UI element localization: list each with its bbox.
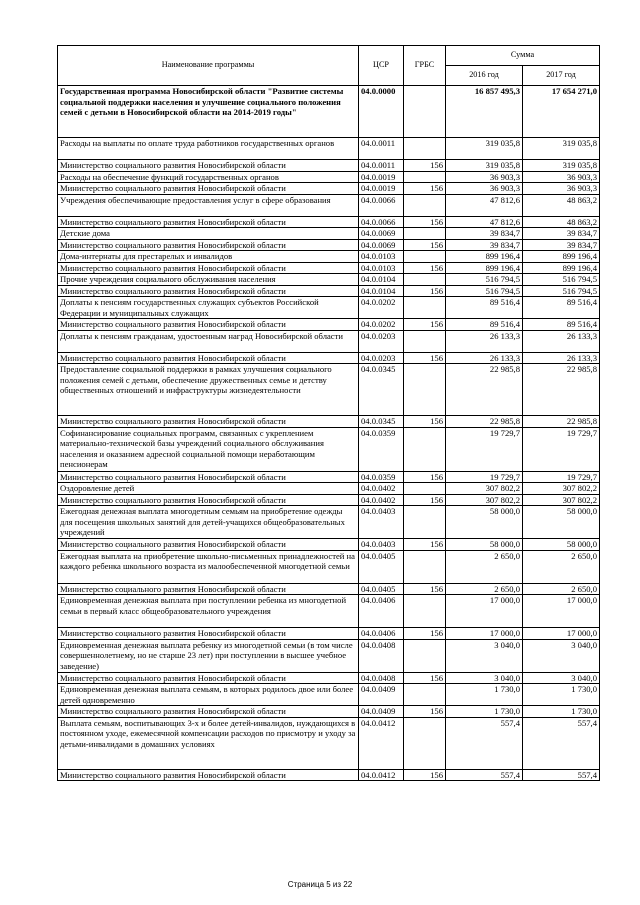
csr-code-cell: 04.0.0000: [359, 86, 404, 138]
sum-2017-cell: 36 903,3: [523, 171, 600, 183]
table-row: [58, 239, 600, 251]
program-name-cell: Прочие учреждения социального обслуживания населения: [58, 274, 359, 286]
grbs-code-cell: [404, 684, 446, 706]
header-grbs: ГРБС: [404, 46, 446, 86]
sum-2016-cell: 17 000,0: [446, 628, 523, 640]
header-year-2016: 2016 год: [446, 66, 523, 86]
table-row: [58, 427, 600, 471]
program-name-cell: Учреждения обеспечивающие предоставления услуг в сфере образования: [58, 194, 359, 216]
table-row: [58, 769, 600, 781]
csr-code-cell: 04.0.0359: [359, 427, 404, 471]
table-row: [58, 138, 600, 160]
grbs-code-cell: 156: [404, 262, 446, 274]
grbs-code-cell: [404, 138, 446, 160]
sum-2017-cell: 19 729,7: [523, 471, 600, 483]
grbs-code-cell: [404, 717, 446, 769]
csr-code-cell: 04.0.0069: [359, 239, 404, 251]
sum-2016-cell: 516 794,5: [446, 285, 523, 297]
sum-2017-cell: 48 863,2: [523, 216, 600, 228]
sum-2017-cell: 39 834,7: [523, 228, 600, 240]
program-name-cell: Единовременная денежная выплата при поступлении ребенка из многодетной семьи в первый класс общеобразовательного учреждения: [58, 595, 359, 628]
table-row: [58, 352, 600, 364]
grbs-code-cell: [404, 86, 446, 138]
grbs-code-cell: 156: [404, 583, 446, 595]
sum-2017-cell: 58 000,0: [523, 539, 600, 551]
program-name-cell: Единовременная денежная выплата ребенку из многодетной семьи (в том числе совершеннолетнему, но не старше 23 лет) при поступлении в высшее учебное заведение): [58, 639, 359, 672]
program-name-cell: Министерство социального развития Новосибирской области: [58, 706, 359, 718]
sum-2017-cell: 17 000,0: [523, 628, 600, 640]
grbs-code-cell: 156: [404, 352, 446, 364]
csr-code-cell: 04.0.0019: [359, 171, 404, 183]
program-name-cell: Софинансирование социальных программ, связанных с укреплением материально-технической базы учреждений социального обслуживания населения и оказанием адресной социальной помощи неработающим пенсионерам: [58, 427, 359, 471]
sum-2016-cell: 58 000,0: [446, 506, 523, 539]
sum-2017-cell: 307 802,2: [523, 494, 600, 506]
table-row: [58, 228, 600, 240]
table-body: [58, 86, 600, 781]
csr-code-cell: 04.0.0203: [359, 330, 404, 352]
csr-code-cell: 04.0.0104: [359, 285, 404, 297]
csr-code-cell: 04.0.0066: [359, 216, 404, 228]
table-row: [58, 483, 600, 495]
table-row: [58, 684, 600, 706]
csr-code-cell: 04.0.0011: [359, 160, 404, 172]
sum-2017-cell: 319 035,8: [523, 160, 600, 172]
grbs-code-cell: [404, 251, 446, 263]
sum-2017-cell: 516 794,5: [523, 285, 600, 297]
program-name-cell: Министерство социального развития Новосибирской области: [58, 583, 359, 595]
sum-2017-cell: 26 133,3: [523, 330, 600, 352]
sum-2016-cell: 3 040,0: [446, 672, 523, 684]
program-name-cell: Расходы на обеспечение функций государственных органов: [58, 171, 359, 183]
table-row: [58, 183, 600, 195]
sum-2016-cell: 26 133,3: [446, 352, 523, 364]
grbs-code-cell: [404, 483, 446, 495]
program-name-cell: Министерство социального развития Новосибирской области: [58, 319, 359, 331]
table-row: [58, 595, 600, 628]
csr-code-cell: 04.0.0408: [359, 672, 404, 684]
program-name-cell: Министерство социального развития Новосибирской области: [58, 769, 359, 781]
sum-2016-cell: 307 802,2: [446, 494, 523, 506]
program-name-cell: Министерство социального развития Новосибирской области: [58, 352, 359, 364]
table-row: [58, 717, 600, 769]
csr-code-cell: 04.0.0345: [359, 416, 404, 428]
sum-2016-cell: 47 812,6: [446, 216, 523, 228]
sum-2016-cell: 19 729,7: [446, 427, 523, 471]
table-row: [58, 330, 600, 352]
grbs-code-cell: [404, 550, 446, 583]
sum-2017-cell: 17 000,0: [523, 595, 600, 628]
table-row: [58, 506, 600, 539]
csr-code-cell: 04.0.0406: [359, 595, 404, 628]
table-row: [58, 262, 600, 274]
csr-code-cell: 04.0.0104: [359, 274, 404, 286]
grbs-code-cell: 156: [404, 160, 446, 172]
header-year-2017: 2017 год: [523, 66, 600, 86]
csr-code-cell: 04.0.0345: [359, 364, 404, 416]
sum-2016-cell: 36 903,3: [446, 171, 523, 183]
csr-code-cell: 04.0.0069: [359, 228, 404, 240]
sum-2017-cell: 89 516,4: [523, 319, 600, 331]
sum-2016-cell: 516 794,5: [446, 274, 523, 286]
sum-2016-cell: 22 985,8: [446, 364, 523, 416]
sum-2017-cell: 39 834,7: [523, 239, 600, 251]
table-row: [58, 628, 600, 640]
sum-2016-cell: 39 834,7: [446, 239, 523, 251]
sum-2017-cell: 557,4: [523, 717, 600, 769]
program-name-cell: Министерство социального развития Новосибирской области: [58, 628, 359, 640]
csr-code-cell: 04.0.0405: [359, 583, 404, 595]
grbs-code-cell: 156: [404, 285, 446, 297]
sum-2016-cell: 17 000,0: [446, 595, 523, 628]
grbs-code-cell: [404, 274, 446, 286]
grbs-code-cell: [404, 639, 446, 672]
sum-2016-cell: 899 196,4: [446, 262, 523, 274]
grbs-code-cell: 156: [404, 239, 446, 251]
program-name-cell: Государственная программа Новосибирской области "Развитие системы социальной поддержки населения и улучшение социального положения семей с детьми в Новосибирской области на 2014-2019 годы": [58, 86, 359, 138]
csr-code-cell: 04.0.0066: [359, 194, 404, 216]
table-row: [58, 583, 600, 595]
sum-2017-cell: 2 650,0: [523, 550, 600, 583]
csr-code-cell: 04.0.0409: [359, 684, 404, 706]
sum-2016-cell: 2 650,0: [446, 583, 523, 595]
grbs-code-cell: [404, 330, 446, 352]
grbs-code-cell: [404, 194, 446, 216]
program-name-cell: Ежегодная выплата на приобретение школьно-письменных принадлежностей на каждого ребенка школьного возраста из малообеспеченной многодетной семьи: [58, 550, 359, 583]
program-name-cell: Министерство социального развития Новосибирской области: [58, 285, 359, 297]
program-name-cell: Единовременная денежная выплата семьям, в которых родилось двое или более детей одновременно: [58, 684, 359, 706]
sum-2017-cell: 58 000,0: [523, 506, 600, 539]
sum-2017-cell: 26 133,3: [523, 352, 600, 364]
sum-2016-cell: 58 000,0: [446, 539, 523, 551]
csr-code-cell: 04.0.0402: [359, 494, 404, 506]
grbs-code-cell: 156: [404, 672, 446, 684]
table-row: [58, 251, 600, 263]
table-row: [58, 194, 600, 216]
sum-2016-cell: 3 040,0: [446, 639, 523, 672]
csr-code-cell: 04.0.0406: [359, 628, 404, 640]
header-program-name: Наименование программы: [58, 46, 359, 86]
csr-code-cell: 04.0.0405: [359, 550, 404, 583]
grbs-code-cell: 156: [404, 494, 446, 506]
sum-2016-cell: 47 812,6: [446, 194, 523, 216]
grbs-code-cell: 156: [404, 416, 446, 428]
sum-2017-cell: 3 040,0: [523, 672, 600, 684]
sum-2017-cell: 516 794,5: [523, 274, 600, 286]
sum-2016-cell: 1 730,0: [446, 706, 523, 718]
grbs-code-cell: 156: [404, 471, 446, 483]
sum-2016-cell: 89 516,4: [446, 297, 523, 319]
grbs-code-cell: 156: [404, 319, 446, 331]
grbs-code-cell: [404, 228, 446, 240]
csr-code-cell: 04.0.0019: [359, 183, 404, 195]
sum-2017-cell: 307 802,2: [523, 483, 600, 495]
budget-table: [57, 45, 600, 781]
sum-2017-cell: 22 985,8: [523, 416, 600, 428]
csr-code-cell: 04.0.0403: [359, 539, 404, 551]
csr-code-cell: 04.0.0412: [359, 769, 404, 781]
grbs-code-cell: 156: [404, 628, 446, 640]
sum-2016-cell: 89 516,4: [446, 319, 523, 331]
program-name-cell: Дома-интернаты для престарелых и инвалидов: [58, 251, 359, 263]
sum-2017-cell: 557,4: [523, 769, 600, 781]
program-name-cell: Министерство социального развития Новосибирской области: [58, 494, 359, 506]
program-name-cell: Министерство социального развития Новосибирской области: [58, 471, 359, 483]
table-row: [58, 86, 600, 138]
program-name-cell: Оздоровление детей: [58, 483, 359, 495]
grbs-code-cell: [404, 427, 446, 471]
table-row: [58, 706, 600, 718]
grbs-code-cell: 156: [404, 539, 446, 551]
csr-code-cell: 04.0.0202: [359, 319, 404, 331]
sum-2016-cell: 319 035,8: [446, 138, 523, 160]
sum-2016-cell: 1 730,0: [446, 684, 523, 706]
table-row: [58, 319, 600, 331]
sum-2016-cell: 899 196,4: [446, 251, 523, 263]
grbs-code-cell: [404, 506, 446, 539]
sum-2017-cell: 899 196,4: [523, 251, 600, 263]
sum-2017-cell: 17 654 271,0: [523, 86, 600, 138]
program-name-cell: Министерство социального развития Новосибирской области: [58, 539, 359, 551]
grbs-code-cell: [404, 171, 446, 183]
header-csr: ЦСР: [359, 46, 404, 86]
program-name-cell: Предоставление социальной поддержки в рамках улучшения социального положения семей с детьми, обеспечение дружественных семье и детству общественных отношений и инфраструктуры жизнедеятельности: [58, 364, 359, 416]
csr-code-cell: 04.0.0011: [359, 138, 404, 160]
table-row: [58, 274, 600, 286]
program-name-cell: Министерство социального развития Новосибирской области: [58, 672, 359, 684]
program-name-cell: Министерство социального развития Новосибирской области: [58, 216, 359, 228]
sum-2017-cell: 899 196,4: [523, 262, 600, 274]
program-name-cell: Министерство социального развития Новосибирской области: [58, 183, 359, 195]
sum-2016-cell: 307 802,2: [446, 483, 523, 495]
program-name-cell: Детские дома: [58, 228, 359, 240]
sum-2017-cell: 1 730,0: [523, 706, 600, 718]
csr-code-cell: 04.0.0359: [359, 471, 404, 483]
sum-2017-cell: 19 729,7: [523, 427, 600, 471]
sum-2017-cell: 2 650,0: [523, 583, 600, 595]
table-row: [58, 639, 600, 672]
sum-2017-cell: 48 863,2: [523, 194, 600, 216]
sum-2016-cell: 557,4: [446, 717, 523, 769]
grbs-code-cell: [404, 595, 446, 628]
sum-2016-cell: 557,4: [446, 769, 523, 781]
table-row: [58, 471, 600, 483]
csr-code-cell: 04.0.0408: [359, 639, 404, 672]
grbs-code-cell: [404, 364, 446, 416]
table-row: [58, 160, 600, 172]
csr-code-cell: 04.0.0203: [359, 352, 404, 364]
program-name-cell: Ежегодная денежная выплата многодетным семьям на приобретение одежды для посещения школьных занятий для детей-учащихся общеобразовательных учреждений: [58, 506, 359, 539]
sum-2017-cell: 1 730,0: [523, 684, 600, 706]
table-row: [58, 416, 600, 428]
sum-2016-cell: 36 903,3: [446, 183, 523, 195]
table-row: [58, 364, 600, 416]
program-name-cell: Доплаты к пенсиям государственных служащих субъектов Российской Федерации и муниципальных служащих: [58, 297, 359, 319]
program-name-cell: Выплата семьям, воспитывающих 3-х и более детей-инвалидов, нуждающихся в постоянном уходе, ежемесячной компенсации расходов по присмотру и уходу за детьми-инвалидами в домашних условиях: [58, 717, 359, 769]
sum-2016-cell: 26 133,3: [446, 330, 523, 352]
table-row: [58, 672, 600, 684]
sum-2017-cell: 319 035,8: [523, 138, 600, 160]
table-row: [58, 285, 600, 297]
grbs-code-cell: [404, 297, 446, 319]
table-row: [58, 539, 600, 551]
table-row: [58, 216, 600, 228]
table-row: [58, 297, 600, 319]
table-row: [58, 494, 600, 506]
sum-2017-cell: 3 040,0: [523, 639, 600, 672]
grbs-code-cell: 156: [404, 183, 446, 195]
sum-2016-cell: 39 834,7: [446, 228, 523, 240]
csr-code-cell: 04.0.0409: [359, 706, 404, 718]
sum-2017-cell: 89 516,4: [523, 297, 600, 319]
csr-code-cell: 04.0.0103: [359, 262, 404, 274]
program-name-cell: Министерство социального развития Новосибирской области: [58, 416, 359, 428]
program-name-cell: Министерство социального развития Новосибирской области: [58, 239, 359, 251]
program-name-cell: Министерство социального развития Новосибирской области: [58, 160, 359, 172]
program-name-cell: Расходы на выплаты по оплате труда работников государственных органов: [58, 138, 359, 160]
sum-2017-cell: 36 903,3: [523, 183, 600, 195]
program-name-cell: Доплаты к пенсиям гражданам, удостоенным наград Новосибирской области: [58, 330, 359, 352]
sum-2017-cell: 22 985,8: [523, 364, 600, 416]
page-footer: Страница 5 из 22: [287, 880, 353, 889]
csr-code-cell: 04.0.0103: [359, 251, 404, 263]
grbs-code-cell: 156: [404, 706, 446, 718]
sum-2016-cell: 319 035,8: [446, 160, 523, 172]
grbs-code-cell: 156: [404, 216, 446, 228]
program-name-cell: Министерство социального развития Новосибирской области: [58, 262, 359, 274]
header-sum: Сумма: [446, 46, 600, 66]
csr-code-cell: 04.0.0412: [359, 717, 404, 769]
sum-2016-cell: 2 650,0: [446, 550, 523, 583]
csr-code-cell: 04.0.0403: [359, 506, 404, 539]
grbs-code-cell: 156: [404, 769, 446, 781]
table-row: [58, 171, 600, 183]
csr-code-cell: 04.0.0402: [359, 483, 404, 495]
sum-2016-cell: 16 857 495,3: [446, 86, 523, 138]
csr-code-cell: 04.0.0202: [359, 297, 404, 319]
table-row: [58, 550, 600, 583]
sum-2016-cell: 19 729,7: [446, 471, 523, 483]
sum-2016-cell: 22 985,8: [446, 416, 523, 428]
